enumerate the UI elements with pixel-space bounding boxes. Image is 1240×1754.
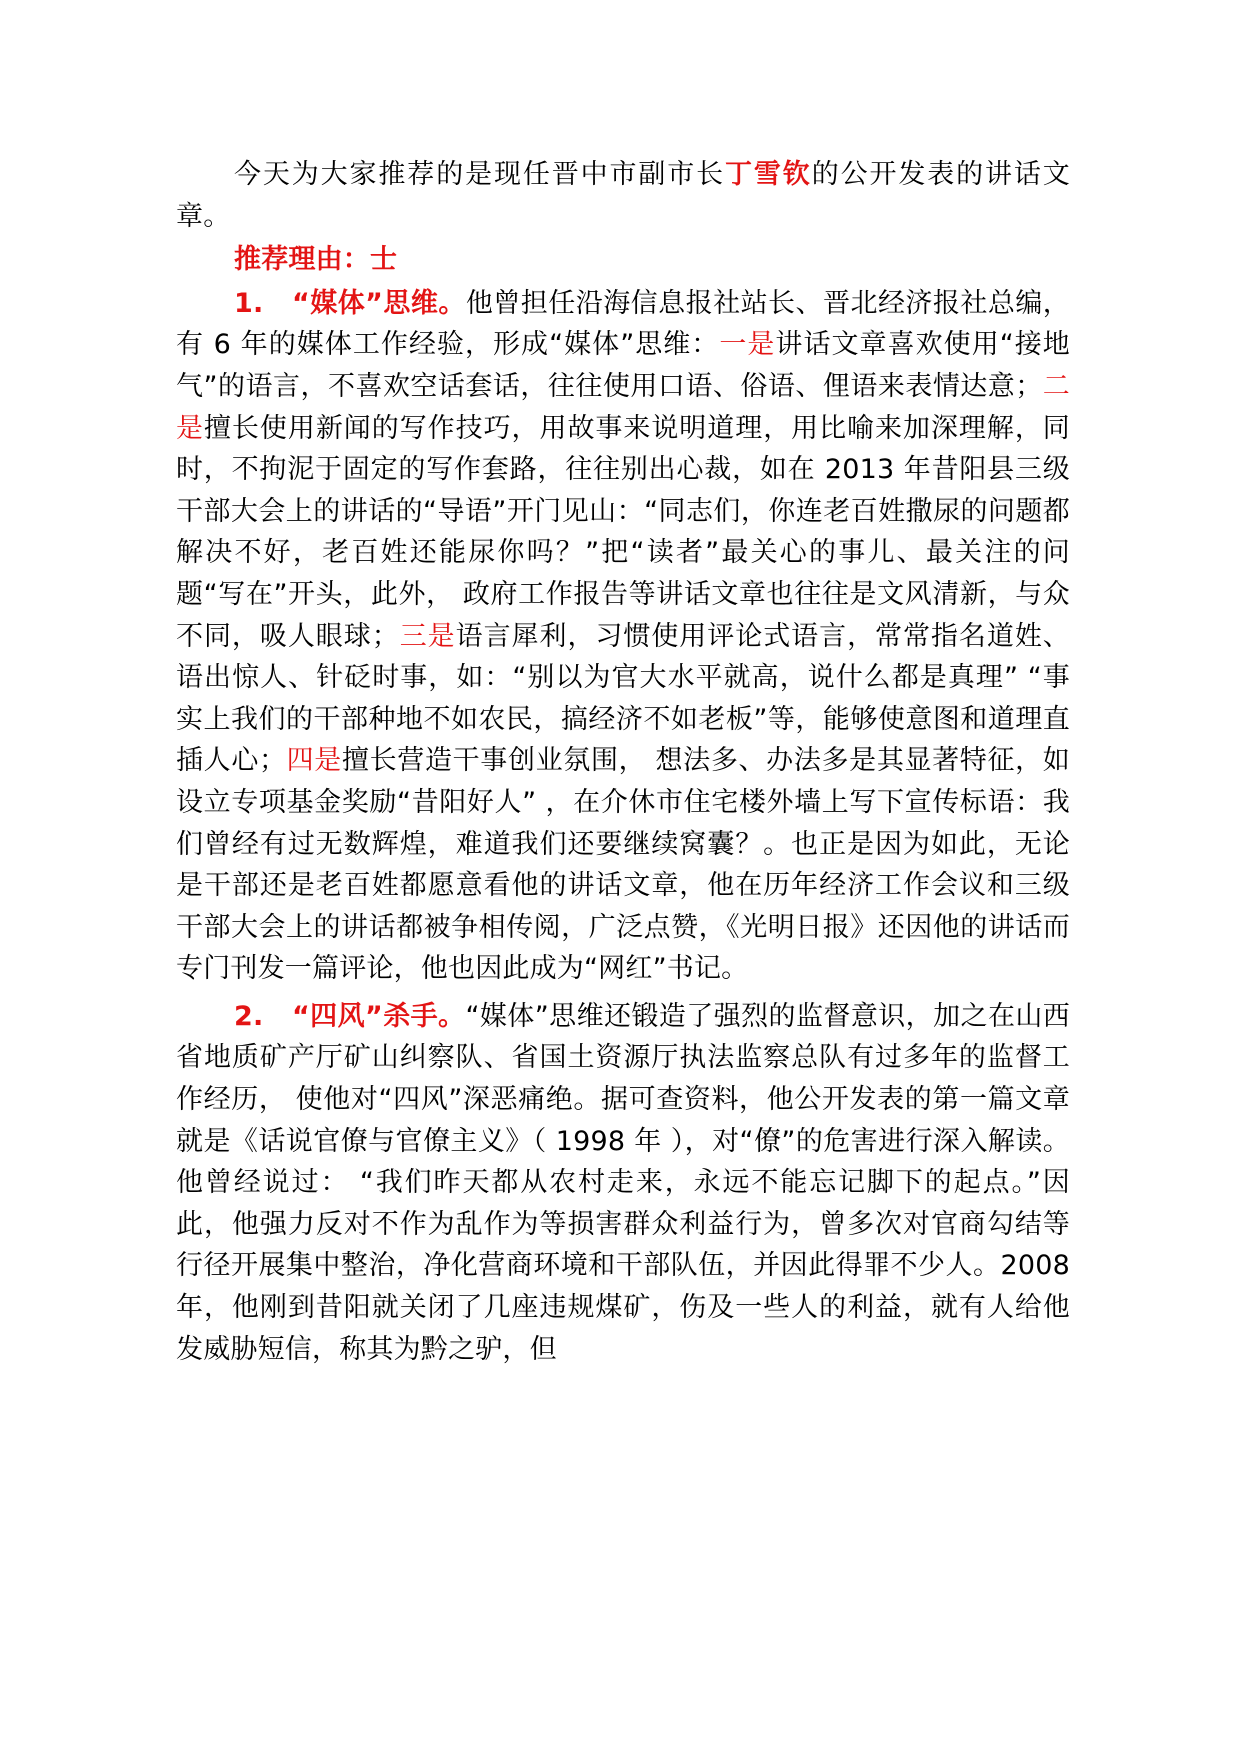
section-2-title: “四风”杀手。 — [292, 1000, 466, 1032]
reasons-heading: 推荐理由：士 — [234, 244, 398, 276]
section-2-number: 2. — [234, 1000, 264, 1032]
section-1-title: “媒体”思维。 — [292, 287, 466, 319]
section-1-text-5: 擅长营造干事创业氛围， 想法多、办法多是其显著特征，如设立专项基金奖励“昔阳好人” ，在介休市住宅楼外墙上写下宣传标语：我们曾经有过无数辉煌，难道我们还要继续窝囊？。也正是因为如此，无论是干部还是老百姓都愿意看他的讲话文章，他在历年经济工作会议和三级干部大会上的讲话都被争相传阅，广泛点赞，《光明日报》还因他的讲话而专门刊发一篇评论，他也因此成为“网红”书记。 — [176, 745, 1070, 985]
point-marker-2: 二是 — [176, 370, 1070, 444]
section-1-text-3: 擅长使用新闻的写作技巧，用故事来说明道理，用比喻来加深理解，同时，不拘泥于固定的写作套路，往往别出心裁，如在 2013 年昔阳县三级干部大会上的讲话的“导语”开门见山：“同志们，你连老百姓撒尿的问题都解决不好，老百姓还能尿你吗？”把“读者”最关心的事儿、最关注的问题“写在”开头，此外， 政府工作报告等讲话文章也往往是文风清新，与众不同，吸人眼球； — [176, 412, 1070, 652]
section-2-paragraph — [176, 996, 1070, 1370]
section-2-text: “媒体”思维还锻造了强烈的监督意识，加之在山西省地质矿产厅矿山纠察队、省国土资源厅执法监察总队有过多年的监督工作经历， 使他对“四风”深恶痛绝。据可查资料，他公开发表的第一篇文章就是《话说官僚与官僚主义》（ 1998 年 ），对“僚”的危害进行深入解读。他曾经说过： “我们昨天都从农村走来，永远不能忘记脚下的起点。”因此，他强力反对不作为乱作为等损害群众利益行为，曾多次对官商勾结等行径开展集中整治，净化营商环境和干部队伍，并因此得罪不少人。2008 年，他刚到昔阳就关闭了几座违规煤矿，伤及一些人的利益，就有人给他发威胁短信，称其为黔之驴，但 — [176, 1000, 1070, 1365]
section-1-text-4: 语言犀利，习惯使用评论式语言，常常指名道姓、语出惊人、针砭时事，如：“别以为官大水平就高，说什么都是真理” “事实上我们的干部种地不如农民，搞经济不如老板”等，能够使意图和道理直插人心； — [176, 620, 1070, 777]
intro-text: 今天为大家推荐的是现任晋中市副市长 — [234, 159, 726, 190]
point-marker-1: 一是 — [719, 329, 776, 361]
person-name: 丁雪钦 — [725, 159, 812, 190]
section-1-text-1: 他曾担任沿海信息报社站长、晋北经济报社总编，有 6 年的媒体工作经验，形成“媒体”思维： — [176, 287, 1071, 361]
section-1-paragraph — [176, 283, 1070, 990]
section-1-number: 1. — [234, 287, 264, 319]
point-marker-3: 三是 — [398, 620, 456, 652]
intro-paragraph — [176, 154, 1070, 237]
intro-text-end: 的公开发表的讲话文章。 — [176, 159, 1070, 232]
section-1-text-2: 讲话文章喜欢使用“接地气”的语言，不喜欢空话套话，往往使用口语、俗语、俚语来表情达意； — [176, 329, 1070, 402]
point-marker-4: 四是 — [286, 745, 342, 777]
